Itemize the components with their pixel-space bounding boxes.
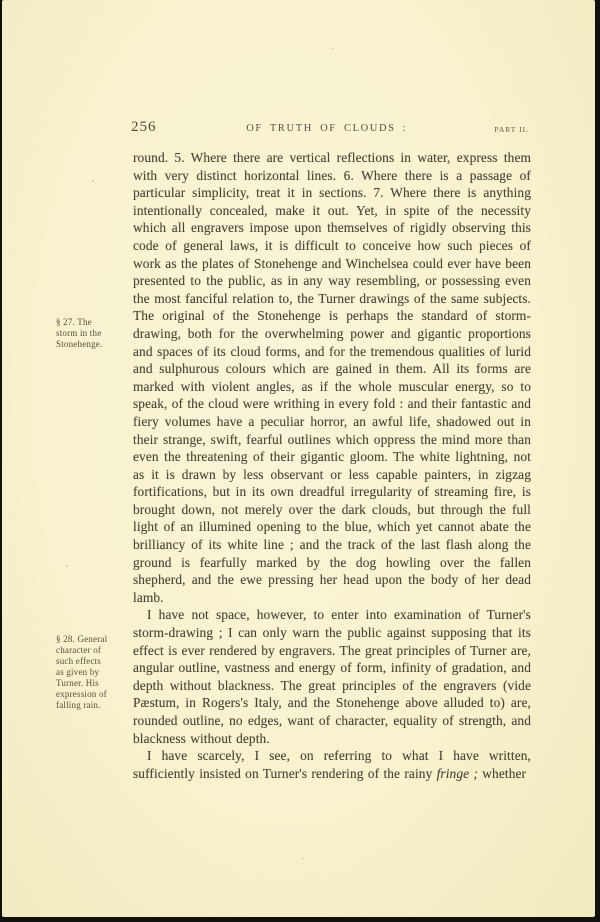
italic-word: fringe ;: [436, 765, 479, 781]
running-title: OF TRUTH OF CLOUDS :: [246, 123, 408, 134]
paper-speck: [92, 180, 94, 182]
sidenote-line: storm in the: [56, 328, 102, 338]
sidenote-line: Stonehenge.: [56, 339, 103, 349]
sidenote-section-27: [56, 317, 136, 350]
paper-speck: [332, 48, 334, 49]
paper-speck: [302, 858, 304, 859]
paragraph-text: I have scarcely, I see, on referring to what I have written, sufficiently insisted on Turner's rendering of the rainy: [133, 748, 531, 781]
paragraph-continuation: round. 5. Where there are vertical reflections in water, express them with very distinct horizontal lines. 6. Where there is a passage of particular simplicity, treat it in sections. 7. Where there is anything intentionally concealed, make it out. Yet, in spite of the necessity which all engravers impose upon themselves of rigidly observing this code of general laws, it is difficult to conceive how such pieces of work as the plates of Stonehenge and Winchelsea could ever have been presented to the public, as in any way resembling, or possessing even the most fanciful relation to, the Turner drawings of the same subjects. The original of the Stonehenge is perhaps the standard of storm-drawing, both for the overwhelming power and gigantic proportions and spaces of its cloud forms, and for the tremendous qualities of lurid and sulphurous colours which are gained in them. All its forms are marked with violent angles, as if the whole muscular energy, so to speak, of the cloud were writhing in every fold : and their fantastic and fiery volumes have a peculiar horror, an awful life, shadowed out in their strange, swift, fearful outlines which oppress the mind more than even the threatening of their gigantic gloom. The white lightning, not as it is drawn by less observant or less capable painters, in zigzag fortifications, but in its own dreadful irregularity of streaming fire, is brought down, not merely over the dark clouds, but through the full light of an illumined opening to the blue, which yet cannot abate the brilliancy of its white line ; and the track of the last flash along the ground is fearfully marked by the dog howling over the fallen shepherd, and the ewe pressing her head upon the body of her dead lamb.: [133, 150, 531, 605]
sidenote-line: expression of: [56, 689, 107, 699]
sidenote-line: falling rain.: [56, 700, 101, 710]
sidenote-line: such effects: [56, 656, 101, 666]
paper-speck: [66, 565, 68, 567]
sidenote-line: as given by: [56, 667, 100, 677]
sidenote-line: Turner. His: [56, 678, 99, 688]
sidenote-line: § 28. General: [56, 634, 108, 644]
paragraph-text: whether: [478, 765, 527, 781]
page-scan: [2, 0, 595, 917]
paragraph: [133, 747, 531, 782]
page-number: 256: [131, 119, 157, 135]
paragraph: I have not space, however, to enter into examination of Turner's storm-drawing ; I can only warn the public against supposing that its effect is ever rendered by engravers. The great principles of Turner are, angular outline, vastness and energy of form, infinity of gradation, and depth without blackness. The great principles of the engravers (vide Pæstum, in Rogers's Italy, and the Stonehenge above alluded to) are, rounded outline, no edges, want of character, equality of strength, and blackness without depth.: [133, 607, 531, 746]
body-text: [133, 149, 531, 782]
sidenote-line: § 27. The: [56, 317, 92, 327]
part-label: PART II.: [494, 125, 529, 134]
page-header: [131, 119, 529, 141]
sidenote-section-28: [56, 634, 136, 711]
sidenote-line: character of: [56, 645, 102, 655]
